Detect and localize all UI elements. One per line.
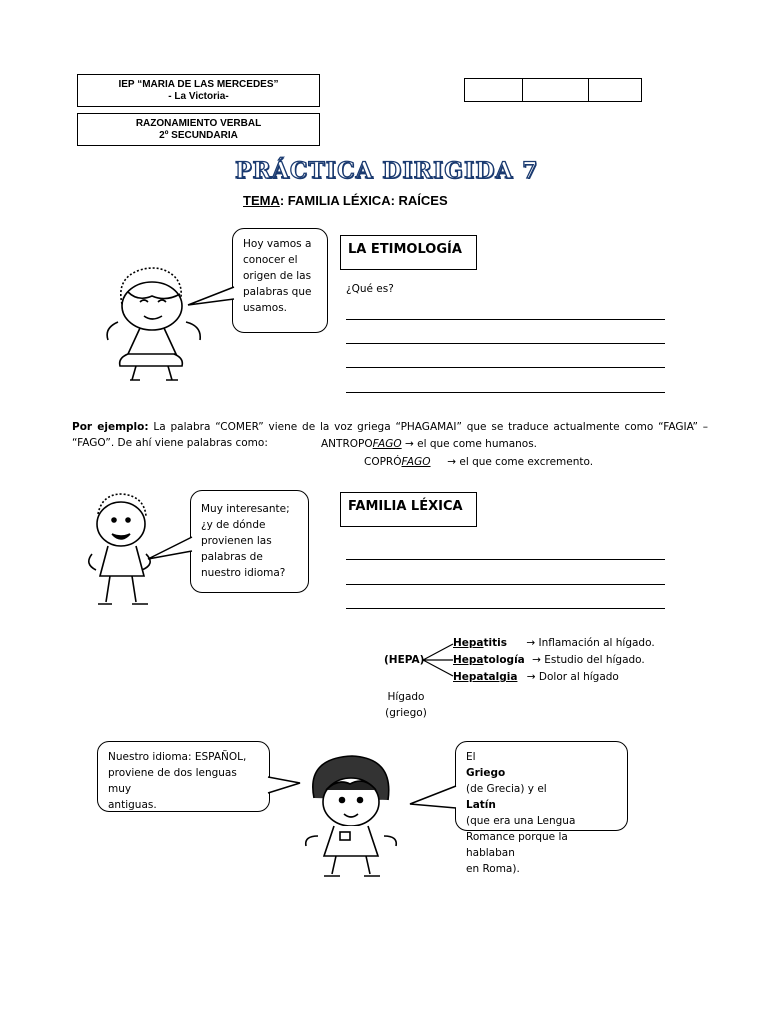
bubble-line: conocer el [243,254,298,266]
word-definition: → el que come humanos. [404,438,538,450]
example-word-1 [321,436,537,452]
word-definition: → Dolor al hígado [526,671,619,683]
hepa-word-2 [453,652,645,668]
topic-text: : FAMILIA LÉXICA: RAÍCES [279,193,448,208]
answer-line [346,584,665,585]
word-root: Hepa [453,654,484,666]
gloss-word: Hígado [387,691,425,703]
course-box [77,113,320,146]
answer-line [346,608,665,609]
speech-bubble-2 [190,490,309,593]
latin-label: Latín [466,799,496,811]
course-grade: 2º SECUNDARIA [159,130,238,141]
example-label: Por ejemplo: [72,421,149,433]
bubble-4-tail [408,784,458,814]
word-prefix: ANTROPO [321,438,373,450]
word-suffix: titis [483,637,508,649]
hepa-word-3 [453,669,619,685]
bubble-line: proviene de dos lenguas muy [108,767,237,795]
word-prefix: COPRÓ [364,456,402,468]
word-suffix: talgia [483,671,518,683]
answer-line [346,343,665,344]
bubble-1-tail [186,285,236,315]
bubble-line: provienen las [201,535,272,547]
word-definition: → Estudio del hígado. [532,654,645,666]
school-box [77,74,320,107]
grade-divider-2 [588,79,589,101]
bubble-line: Nuestro idioma: ESPAÑOL, [108,751,247,763]
bubble-line: palabras que [243,286,312,298]
grade-boxes [464,78,642,102]
word-definition: → el que come excremento. [447,456,594,468]
bubble-text: (que era una Lengua [466,815,576,827]
school-district: - La Victoria- [168,91,229,102]
bubble-line [466,749,617,797]
hepa-root: (HEPA) [384,654,425,666]
speech-bubble-3 [97,741,270,812]
bubble-line [466,797,617,829]
answer-line [346,392,665,393]
answer-line [346,367,665,368]
bubble-line: Hoy vamos a [243,238,312,250]
bubble-text: El [466,751,476,763]
lexical-family-heading: FAMILIA LÉXICA [340,492,477,527]
word-root: FAGO [401,456,431,468]
hepa-bracket [423,642,455,680]
word-root: Hepa [453,637,484,649]
course-name: RAZONAMIENTO VERBAL [135,118,262,129]
bubble-line: Romance porque la hablaban [466,831,568,859]
bubble-line: Muy interesante; [201,503,290,515]
school-name: IEP “MARIA DE LAS MERCEDES” [118,79,279,90]
bubble-2-tail [146,535,194,565]
word-suffix: tología [483,654,525,666]
speech-bubble-1 [232,228,328,333]
character-illustration-1 [100,262,205,384]
etymology-question: ¿Qué es? [346,283,394,295]
word-root: FAGO [372,438,402,450]
topic-label: TEMA [243,193,280,208]
word-root: Hepa [453,671,484,683]
bubble-line: ¿y de dónde [201,519,266,531]
example-text: La palabra “COMER” viene de la voz griega “PHAGAMAI” que se traduce actualmente como “FAGIA” – “FAGO”. De ahí viene palabras como: [72,421,708,449]
bubble-line: origen de las [243,270,312,282]
answer-line [346,319,665,320]
etymology-heading: LA ETIMOLOGÍA [340,235,477,270]
example-word-2 [364,454,593,470]
word-definition: → Inflamación al hígado. [526,637,655,649]
bubble-line: en Roma). [466,863,520,875]
answer-line [346,559,665,560]
grade-divider-1 [522,79,523,101]
gloss-origin: (griego) [385,707,427,719]
greek-label: Griego [466,767,506,779]
bubble-line: palabras de [201,551,263,563]
hepa-gloss [384,689,428,721]
topic [243,193,448,208]
page-title: PRÁCTICA DIRIGIDA 7 [235,158,539,184]
bubble-text: (de Grecia) y el [466,783,547,795]
character-illustration-3 [296,752,406,882]
bubble-line: usamos. [243,302,288,314]
speech-bubble-4 [455,741,628,875]
hepa-word-1 [453,635,655,651]
bubble-line: antiguas. [108,799,157,811]
bubble-line: nuestro idioma? [201,567,286,579]
